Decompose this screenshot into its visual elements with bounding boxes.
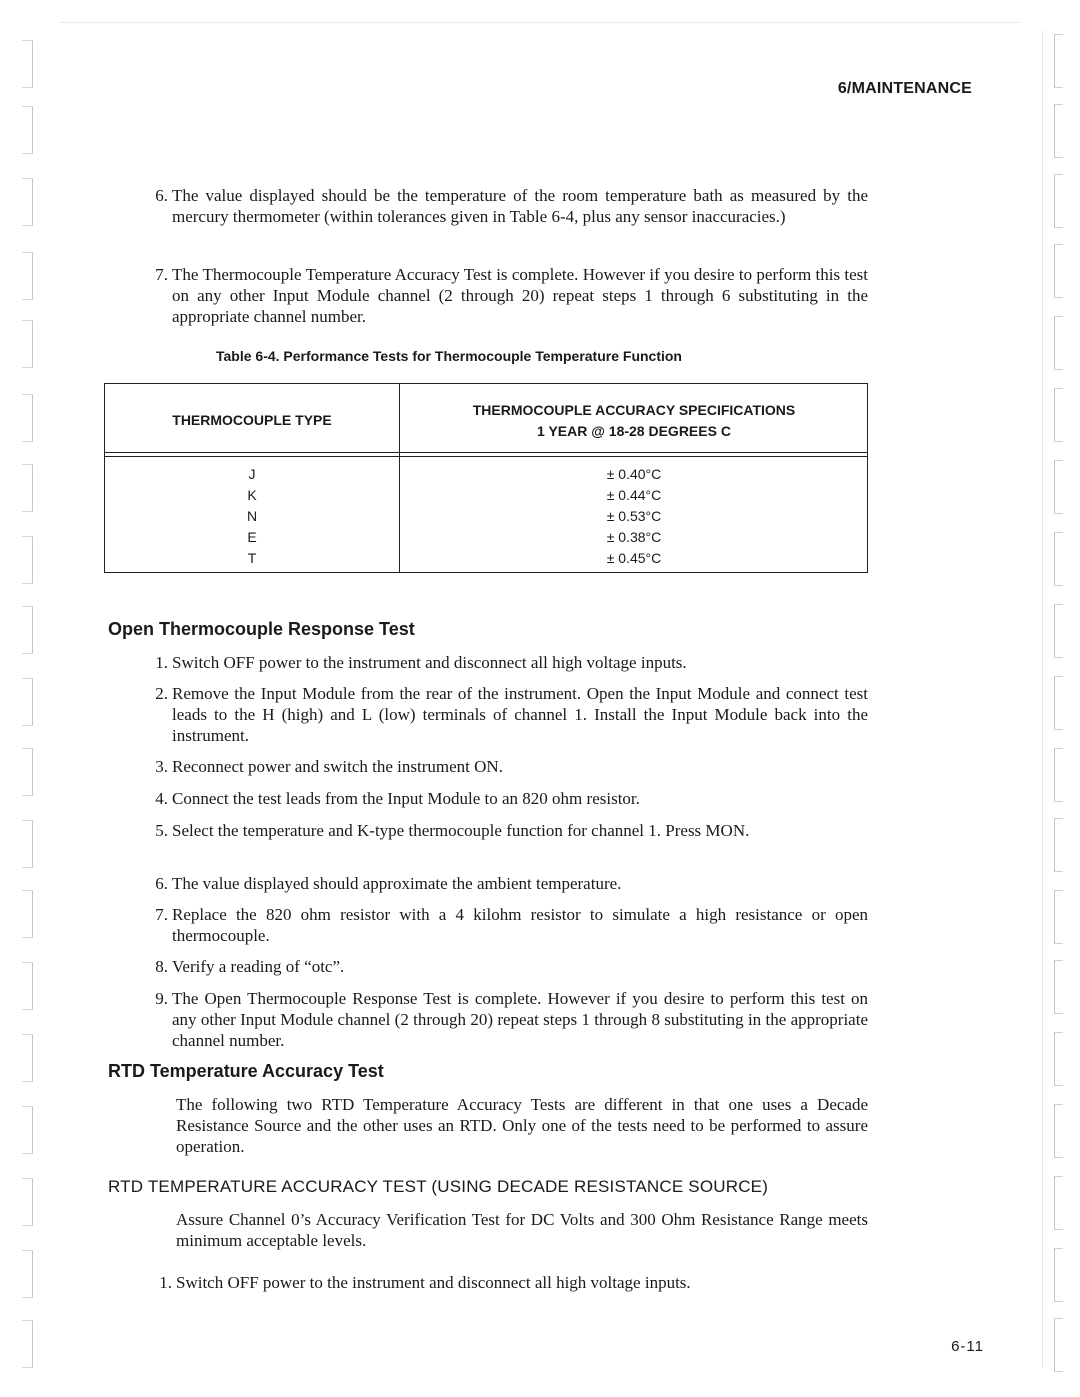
table-header-type: THERMOCOUPLE TYPE (172, 412, 332, 428)
rtd-subheading: RTD TEMPERATURE ACCURACY TEST (USING DECADE RESISTANCE SOURCE) (108, 1177, 769, 1196)
table-cell-value: ± 0.38°C (606, 529, 662, 545)
rtd-intro-paragraph: The following two RTD Temperature Accuracy Tests are different in that one uses a Decade Resistance Source and the other uses an RTD. Only one of the tests need to be performed to assure operation. (176, 1095, 868, 1156)
scan-bracket (1054, 388, 1063, 442)
step-number: 4. (155, 789, 168, 808)
scan-bracket (1054, 1032, 1063, 1086)
step-number: 6. (155, 874, 168, 893)
list-item (155, 988, 868, 1051)
table-cell-value: ± 0.53°C (606, 508, 662, 524)
section-heading-open-tc: Open Thermocouple Response Test (108, 619, 415, 639)
scan-bracket (1054, 104, 1063, 158)
step-number: 9. (155, 989, 168, 1008)
scan-bracket (22, 252, 33, 300)
scan-bracket (22, 536, 33, 584)
scan-bracket (1054, 604, 1063, 658)
step-text: Connect the test leads from the Input Module to an 820 ohm resistor. (172, 789, 640, 808)
table-column-divider (399, 384, 400, 572)
scan-bracket (22, 1034, 33, 1082)
step-number: 6. (155, 186, 168, 205)
scan-bracket (1054, 748, 1063, 802)
section-heading-rtd: RTD Temperature Accuracy Test (108, 1061, 384, 1081)
step-text: The Thermocouple Temperature Accuracy Test is complete. However if you desire to perform this test on any other Input Module channel (2 through 20) repeat steps 1 through 6 substituting in the appropriate channel number. (172, 265, 868, 326)
table-cell-type: K (247, 487, 257, 503)
table-cell-value: ± 0.44°C (606, 487, 662, 503)
table-caption: Table 6-4. Performance Tests for Thermocouple Temperature Function (216, 348, 682, 364)
scan-bracket (22, 1106, 33, 1154)
step-number: 8. (155, 957, 168, 976)
scan-bracket (22, 1320, 33, 1368)
scan-bracket (22, 1250, 33, 1298)
scan-bracket (1054, 316, 1063, 370)
scan-edge-right (1042, 30, 1043, 1367)
step-number: 7. (155, 265, 168, 284)
step-text: Reconnect power and switch the instrument ON. (172, 757, 503, 776)
scan-bracket (22, 606, 33, 654)
table-cell-value: ± 0.45°C (606, 550, 662, 566)
scan-bracket (22, 178, 33, 226)
scan-bracket (22, 820, 33, 868)
step-number: 7. (155, 905, 168, 924)
step-number: 1. (155, 653, 168, 672)
scan-bracket (22, 106, 33, 154)
step-text: Switch OFF power to the instrument and disconnect all high voltage inputs. (176, 1273, 691, 1292)
table-header-spec-line2: 1 YEAR @ 18-28 DEGREES C (537, 423, 731, 439)
step-number: 5. (155, 821, 168, 840)
table-header-spec (401, 400, 867, 442)
table-cell-type: N (246, 508, 258, 524)
table-header-divider (105, 456, 867, 457)
table-column-values (401, 464, 867, 569)
step-text: Switch OFF power to the instrument and disconnect all high voltage inputs. (172, 653, 687, 672)
scan-bracket (22, 890, 33, 938)
list-item (155, 652, 868, 673)
step-text: The value displayed should be the temperature of the room temperature bath as measured by the mercury thermometer (within tolerances given in Table 6-4, plus any sensor inaccuracies.) (172, 186, 868, 226)
table-header-divider (105, 452, 867, 453)
table-column-types (105, 464, 399, 569)
scan-bracket (1054, 818, 1063, 872)
list-item (155, 788, 868, 809)
scan-bracket (1054, 1176, 1063, 1230)
scan-bracket (22, 748, 33, 796)
scan-bracket (1054, 676, 1063, 730)
list-item (155, 264, 868, 327)
step-number: 2. (155, 684, 168, 703)
table-cell-type: E (247, 529, 257, 545)
list-item (155, 756, 868, 777)
step-text: Verify a reading of “otc”. (172, 957, 345, 976)
scan-bracket (22, 678, 33, 726)
step-number: 3. (155, 757, 168, 776)
scan-bracket (22, 394, 33, 442)
list-item (155, 904, 868, 946)
scan-bracket (1054, 174, 1063, 228)
scan-bracket (1054, 244, 1063, 298)
scan-edge-top (60, 22, 1020, 23)
list-item (155, 873, 868, 894)
list-item (159, 1272, 868, 1293)
scan-bracket (1054, 1248, 1063, 1302)
list-item (155, 185, 868, 227)
table-header-spec-line1: THERMOCOUPLE ACCURACY SPECIFICATIONS (472, 402, 796, 418)
list-item (155, 820, 868, 841)
step-text: Replace the 820 ohm resistor with a 4 kilohm resistor to simulate a high resistance or open thermocouple. (172, 905, 868, 945)
scan-bracket (1054, 34, 1063, 88)
scan-bracket (1054, 1318, 1063, 1372)
table-cell-type: T (247, 550, 257, 566)
scan-bracket (1054, 532, 1063, 586)
scan-bracket (22, 1178, 33, 1226)
step-text: Select the temperature and K-type thermocouple function for channel 1. Press MON. (172, 821, 750, 840)
list-item (155, 956, 868, 977)
step-number: 1. (159, 1273, 172, 1292)
performance-table (104, 383, 868, 573)
section-header: 6/MAINTENANCE (837, 80, 972, 97)
scan-bracket (1054, 1104, 1063, 1158)
scan-bracket (22, 464, 33, 512)
table-cell-type: J (248, 466, 256, 482)
scan-bracket (22, 320, 33, 368)
step-text: Remove the Input Module from the rear of the instrument. Open the Input Module and connect test leads to the H (high) and L (low) terminals of channel 1. Install the Input Module back into the instrument. (172, 684, 868, 745)
step-text: The Open Thermocouple Response Test is complete. However if you desire to perform this test on any other Input Module channel (2 through 20) repeat steps 1 through 8 substituting in the appropriate channel number. (172, 989, 868, 1050)
table-cell-value: ± 0.40°C (606, 466, 662, 482)
page-number: 6-11 (951, 1338, 984, 1355)
scan-bracket (1054, 460, 1063, 514)
rtd-assure-paragraph: Assure Channel 0’s Accuracy Verification Test for DC Volts and 300 Ohm Resistance Range meets minimum acceptable levels. (176, 1210, 868, 1250)
scan-bracket (22, 962, 33, 1010)
scan-bracket (1054, 960, 1063, 1014)
list-item (155, 683, 868, 746)
step-text: The value displayed should approximate the ambient temperature. (172, 874, 622, 893)
scan-bracket (1054, 890, 1063, 944)
scan-bracket (22, 40, 33, 88)
